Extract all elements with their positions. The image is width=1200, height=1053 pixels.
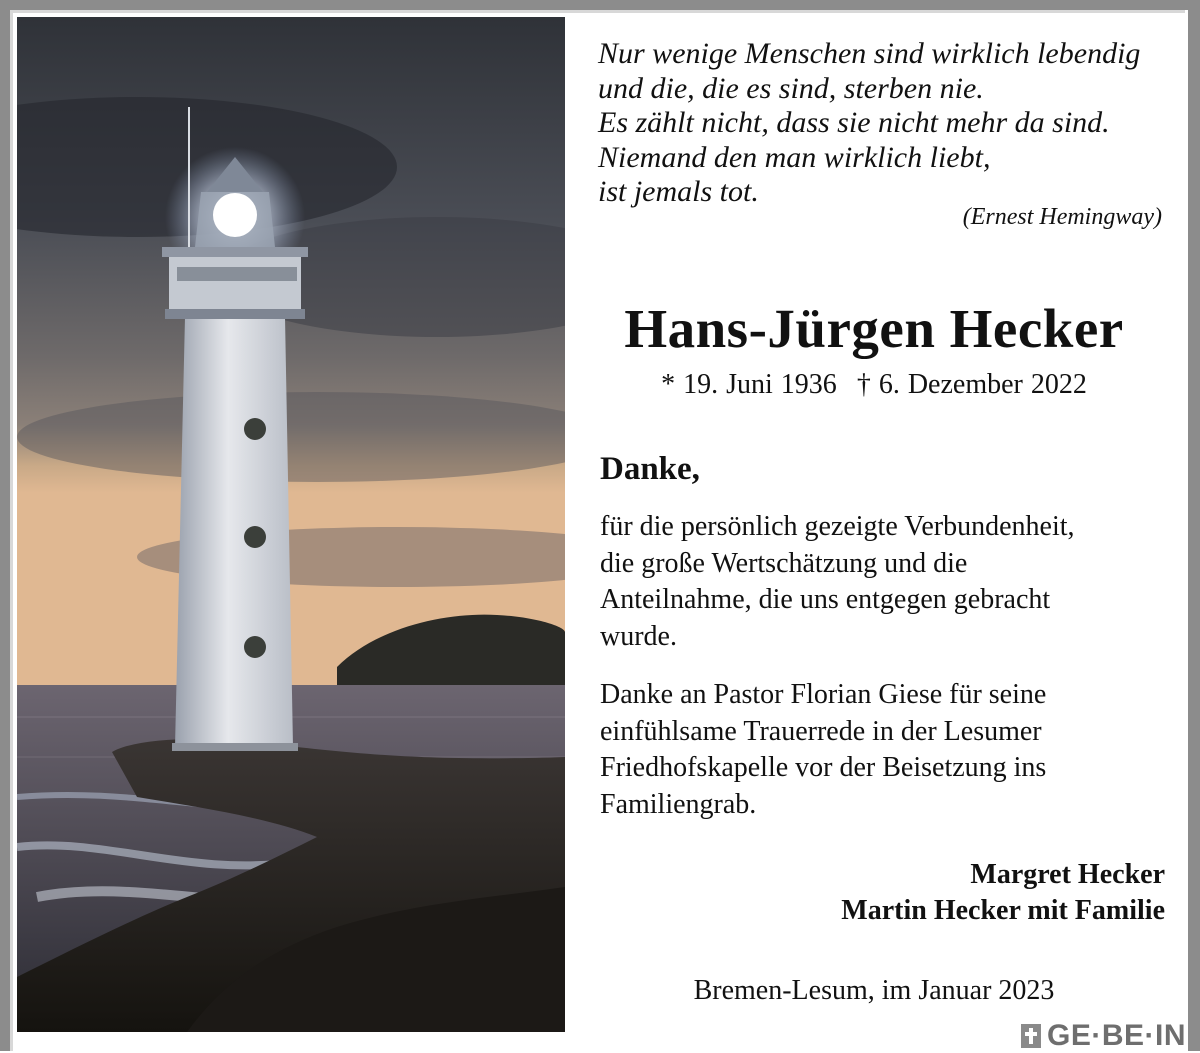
paragraph-line: für die persönlich gezeigte Verbundenheit, bbox=[600, 509, 1075, 546]
signers bbox=[841, 857, 1165, 929]
logo-text: GE·BE·IN bbox=[1047, 1019, 1186, 1053]
life-dates bbox=[565, 369, 1183, 401]
thanks-paragraph-1 bbox=[600, 509, 1075, 655]
place-date: Bremen-Lesum, im Januar 2023 bbox=[565, 975, 1183, 1007]
quote-line: Niemand den man wirklich liebt, bbox=[598, 141, 1140, 176]
paragraph-line: wurde. bbox=[600, 619, 1075, 656]
paragraph-line: die große Wertschätzung und die bbox=[600, 546, 1075, 583]
quote-line: ist jemals tot. bbox=[598, 175, 1140, 210]
quote-line: und die, die es sind, sterben nie. bbox=[598, 72, 1140, 107]
thanks-heading: Danke, bbox=[600, 451, 700, 488]
paragraph-line: Danke an Pastor Florian Giese für seine bbox=[600, 677, 1046, 714]
paragraph-line: einfühlsame Trauerrede in der Lesumer bbox=[600, 714, 1046, 751]
quote-line: Nur wenige Menschen sind wirklich lebendig bbox=[598, 37, 1140, 72]
deceased-name: Hans-Jürgen Hecker bbox=[565, 297, 1183, 360]
death-date: † 6. Dezember 2022 bbox=[857, 369, 1087, 400]
quote bbox=[598, 37, 1140, 210]
signer-name: Margret Hecker bbox=[841, 857, 1165, 893]
quote-line: Es zählt nicht, dass sie nicht mehr da sind. bbox=[598, 106, 1140, 141]
lighthouse-photo bbox=[17, 17, 565, 1032]
publisher-logo bbox=[1013, 1019, 1186, 1053]
paragraph-line: Anteilnahme, die uns entgegen gebracht bbox=[600, 582, 1075, 619]
quote-author: (Ernest Hemingway) bbox=[963, 204, 1162, 231]
signer-name: Martin Hecker mit Familie bbox=[841, 893, 1165, 929]
candle-cross-icon bbox=[1019, 1022, 1043, 1050]
paragraph-line: Friedhofskapelle vor der Beisetzung ins bbox=[600, 750, 1046, 787]
thanks-paragraph-2 bbox=[600, 677, 1046, 823]
text-column bbox=[565, 17, 1183, 1032]
birth-date: * 19. Juni 1936 bbox=[661, 369, 837, 400]
paragraph-line: Familiengrab. bbox=[600, 787, 1046, 824]
